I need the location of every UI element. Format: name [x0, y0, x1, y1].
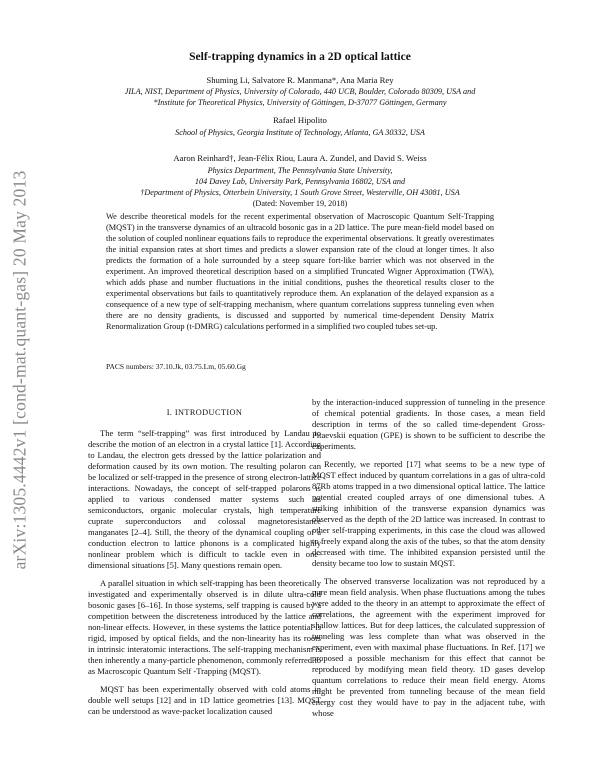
right-column	[312, 397, 545, 726]
paragraph: The term “self-trapping” was first introduced by Landau to describe the motion of an electron in a crystal lattice [1]. According to Landau, the electron gets dressed by the lattice polarization and deformation caused by its own motion. The resulting polaron can be localized or self-trapped in the presence of strong electron-lattice interactions. Nowadays, the concept of self-trapped polarons is applied to various condensed matter systems such as semiconductors, organic molecular crystals, high temperature cuprate superconductors and colossal magnetoresistance manganates [2–4]. Still, the theory of the dynamical coupling of a conduction electron to lattice phonons is a complicated highly nonlinear problem which is difficult to tackle even in one-dimensional situations [5]. Many questions remain open.	[88, 428, 321, 570]
affiliation-1b: *Institute for Theoretical Physics, University of Göttingen, D-37077 Göttingen, Germany	[153, 98, 447, 107]
affiliation-2: School of Physics, Georgia Institute of Technology, Atlanta, GA 30332, USA	[175, 128, 425, 137]
arxiv-identifier: arXiv:1305.4442v1 [cond-mat.quant-gas] 20 May 2013	[9, 170, 30, 570]
affiliation-3a: Physics Department, The Pennsylvania State University,	[207, 166, 393, 175]
affiliation-3c: †Department of Physics, Otterbein University, 1 South Grove Street, Westerville, OH 43081, USA	[140, 188, 460, 197]
paper-title: Self-trapping dynamics in a 2D optical lattice	[189, 51, 411, 63]
paragraph: The observed transverse localization was not reproduced by a pure mean field analysis. When phase fluctuations among the tubes were added to the theory in an attempt to approximate the effect of correlations, the agreement with the experiment improved for shallow lattices. But for deep lattices, the calculated suppression of tunneling was less complete than what was observed in the experiment, even with maximal phase fluctuations. In Ref. [17] we proposed a possible mechanism for this effect that cannot be reproduced by modifying mean field theory. 1D gases develop quantum correlations to reduce their mean field energy. Atoms might be prevented from tunneling because of the mean field energy cost they would have to pay in the adjacent tube, with whose	[312, 576, 545, 718]
authors-group-3: Aaron Reinhard†, Jean-Félix Riou, Laura A. Zundel, and David S. Weiss	[173, 153, 427, 163]
affiliation-3b: 104 Davey Lab, University Park, Pennsylvania 16802, USA and	[194, 177, 406, 186]
affiliation-1a: JILA, NIST, Department of Physics, University of Colorado, 440 UCB, Boulder, Colorado 80309, USA and	[124, 87, 476, 96]
authors-group-2: Rafael Hipolito	[273, 115, 327, 125]
arxiv-sidebar	[6, 140, 34, 600]
paragraph: A parallel situation in which self-trapping has been theoretically investigated and experimentally observed is in dilute ultra-cold bosonic gases [6–16]. In those systems, self trapping is caused by a competition between the discreteness introduced by the lattice and non-linear effects. However, in these systems the lattice potential is rigid, imposed by optical fields, and the non-linearity has its roots in intrinsic interatomic interactions. The self-trapping mechanism is then inherently a many-particle phenomenon, commonly referred to as Macroscopic Quantum Self -Trapping (MQST).	[88, 578, 321, 676]
date-line: (Dated: November 19, 2018)	[252, 199, 348, 208]
authors-group-1: Shuming Li, Salvatore R. Manmana*, Ana Maria Rey	[206, 75, 394, 85]
pacs-numbers: PACS numbers: 37.10.Jk, 03.75.Lm, 05.60.Gg	[106, 362, 246, 371]
paragraph: Recently, we reported [17] what seems to be a new type of MQST effect induced by quantum correlations in a gas of ultra-cold 87Rb atoms trapped in a two dimensional optical lattice. The lattice potential created coupled arrays of one dimensional tubes. A striking inhibition of the transverse expansion dynamics was observed as the depth of the 2D lattice was increased. In contrast to other self-trapping experiments, in this case the cloud was allowed to freely expand along the axis of the tubes, so that the atom density decreased with time. The inhibited expansion persisted until the density became too low to sustain MQST.	[312, 459, 545, 568]
paragraph: MQST has been experimentally observed with cold atoms in double well setups [12] and in 1D lattice geometries [13]. MQST can be understood as wave-packet localization caused	[88, 684, 321, 716]
left-column	[88, 428, 321, 724]
section-heading-introduction: I. INTRODUCTION	[166, 408, 243, 417]
abstract: We describe theoretical models for the recent experimental observation of Macroscopic Quantum Self-Trapping (MQST) in the transverse dynamics of an ultracold bosonic gas in a 2D lattice. The pure mean-field model based on the solution of coupled nonlinear equations fails to reproduce the experimental observations. It greatly overestimates the initial expansion rates at short times and predicts a slower expansion rate of the cloud at longer times. It also predicts the formation of a hole surrounded by a steep square fort-like barrier which was not observed in the experiment. An improved theoretical description based on a simplified Truncated Wigner Approximation (TWA), which adds phase and number fluctuations in the initial conditions, pushes the theoretical results closer to the experimental observations but fails to quantitatively reproduce them. An explanation of the delayed expansion as a consequence of a new type of self-trapping mechanism, where quantum correlations suppress tunneling even when there are no density gradients, is discussed and supported by numerical time-dependent Density Matrix Renormalization Group (t-DMRG) calculations performed in a simplified two coupled tubes set-up.	[106, 212, 494, 331]
paragraph: by the interaction-induced suppression of tunneling in the presence of chemical potential gradients. In those cases, a mean field description in terms of the so called time-dependent Gross-Pitaevskii equation (GPE) is shown to be sufficient to describe the experiments.	[312, 397, 545, 451]
